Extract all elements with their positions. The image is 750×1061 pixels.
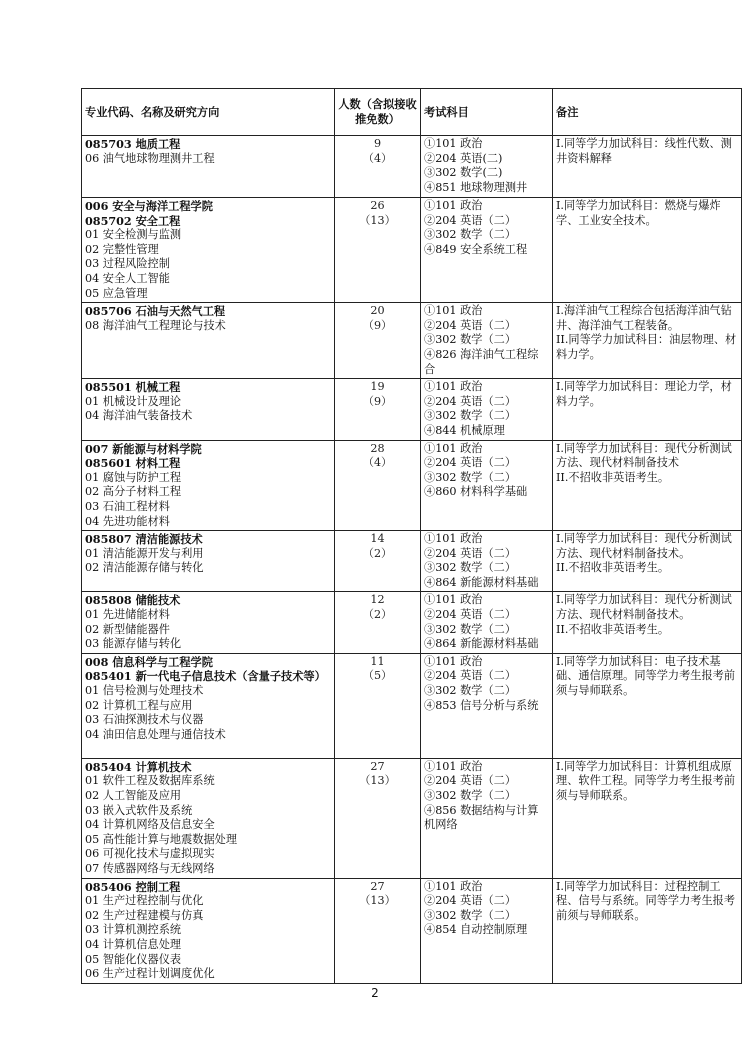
table-row xyxy=(82,303,742,379)
major-cell xyxy=(82,531,335,592)
subjects-cell xyxy=(421,303,553,379)
exam-subject: ③302 数学（二） xyxy=(424,684,517,698)
research-direction: 02 完整性管理 xyxy=(85,242,159,256)
research-direction: 04 计算机信息处理 xyxy=(85,937,182,951)
research-direction: 01 软件工程及数据库系统 xyxy=(85,774,215,788)
major-name: 085808 储能技术 xyxy=(85,593,181,608)
major-cell xyxy=(82,653,335,758)
exam-subject: ④860 材料科学基础 xyxy=(424,485,528,499)
exempt-count: （13） xyxy=(359,774,396,788)
note-text: II.不招收非英语考生。 xyxy=(556,622,670,636)
subjects-cell xyxy=(421,531,553,592)
header-major: 专业代码、名称及研究方向 xyxy=(82,89,335,136)
exempt-count: （4） xyxy=(362,151,393,165)
research-direction: 01 腐蚀与防护工程 xyxy=(85,470,182,484)
table-row xyxy=(82,878,742,983)
exam-subject: ②204 英语（二） xyxy=(424,669,517,683)
count-cell xyxy=(335,653,421,758)
exam-subject: ④826 海洋油气工程综合 xyxy=(424,347,539,376)
major-name: 085601 材料工程 xyxy=(85,456,181,471)
enrollment-count: 9 xyxy=(373,137,382,150)
research-direction: 08 海洋油气工程理论与技术 xyxy=(85,318,226,332)
major-cell xyxy=(82,878,335,983)
enrollment-count: 20 xyxy=(370,304,385,318)
exempt-count: （4） xyxy=(362,456,393,470)
subjects-cell xyxy=(421,653,553,758)
exam-subject: ③302 数学（二） xyxy=(424,908,517,922)
research-direction: 01 清洁能源开发与利用 xyxy=(85,546,204,560)
count-cell xyxy=(335,592,421,653)
count-cell xyxy=(335,440,421,531)
enrollment-count: 19 xyxy=(370,380,385,394)
enrollment-count: 14 xyxy=(370,532,385,546)
exam-subject: ①101 政治 xyxy=(424,532,483,546)
research-direction: 03 能源存储与转化 xyxy=(85,637,182,651)
subjects-cell xyxy=(421,440,553,531)
research-direction: 04 计算机网络及信息安全 xyxy=(85,818,215,832)
exam-subject: ③302 数学（二） xyxy=(424,228,517,242)
note-text: I.海洋油气工程综合包括海洋油气钻井、海洋油气工程装备。 xyxy=(556,304,732,332)
research-direction: 01 信号检测与处理技术 xyxy=(85,684,204,698)
notes-cell xyxy=(553,303,742,379)
exam-subject: ①101 政治 xyxy=(424,199,483,212)
notes-cell xyxy=(553,136,742,198)
notes-cell xyxy=(553,440,742,531)
enrollment-count: 26 xyxy=(370,199,385,212)
exam-subject: ②204 英语（二） xyxy=(424,608,517,622)
note-text: II.不招收非英语考生。 xyxy=(556,470,670,484)
note-text: I.同等学力加试科目：理论力学，材料力学。 xyxy=(556,380,732,408)
research-direction: 03 石油探测技术与仪器 xyxy=(85,713,204,727)
note-text: I.同等学力加试科目：燃烧与爆炸学、工业安全技术。 xyxy=(556,199,721,227)
table-row xyxy=(82,531,742,592)
department-name: 007 新能源与材料学院 xyxy=(85,441,202,456)
page-number: 2 xyxy=(371,986,379,1000)
major-name: 085702 安全工程 xyxy=(85,213,181,228)
research-direction: 06 可视化技术与虚拟现实 xyxy=(85,847,215,861)
subjects-cell xyxy=(421,198,553,303)
research-direction: 07 传感器网络与无线网络 xyxy=(85,862,215,875)
research-direction: 04 油田信息处理与通信技术 xyxy=(85,727,226,741)
notes-cell xyxy=(553,878,742,983)
table-row xyxy=(82,653,742,758)
major-name: 085406 控制工程 xyxy=(85,879,181,894)
exempt-count: （2） xyxy=(362,608,393,622)
exam-subject: ②204 英语（二） xyxy=(424,894,517,908)
notes-cell xyxy=(553,379,742,440)
subjects-cell xyxy=(421,136,553,198)
table-body xyxy=(82,136,742,984)
major-name: 085501 机械工程 xyxy=(85,380,181,395)
major-cell xyxy=(82,136,335,198)
admissions-table xyxy=(81,88,742,984)
research-direction: 06 油气地球物理测井工程 xyxy=(85,151,215,165)
major-name: 085807 清洁能源技术 xyxy=(85,532,203,547)
enrollment-count: 27 xyxy=(370,879,385,893)
subjects-cell xyxy=(421,379,553,440)
header-subjects: 考试科目 xyxy=(421,89,553,136)
exam-subject: ②204 英语（二） xyxy=(424,456,517,470)
exam-subject: ①101 政治 xyxy=(424,137,483,150)
research-direction: 02 清洁能源存储与转化 xyxy=(85,561,204,575)
note-text: I.同等学力加试科目：现代分析测试方法、现代材料制备技术。 xyxy=(556,593,732,622)
research-direction: 01 生产过程控制与优化 xyxy=(85,894,204,908)
table-row xyxy=(82,440,742,531)
exam-subject: ②204 英语（二） xyxy=(424,546,517,560)
note-text: I.同等学力加试科目：过程控制工程、信号与系统。同等学力考生报考前须与导师联系。 xyxy=(556,879,736,922)
research-direction: 02 生产过程建模与仿真 xyxy=(85,908,204,922)
header-count: 人数（含拟接收推免数） xyxy=(335,89,421,136)
count-cell xyxy=(335,303,421,379)
exam-subject: ①101 政治 xyxy=(424,654,483,668)
note-text: II.同等学力加试科目：油层物理、材料力学。 xyxy=(556,333,737,361)
enrollment-count: 28 xyxy=(370,441,385,455)
exam-subject: ④864 新能源材料基础 xyxy=(424,637,539,651)
research-direction: 04 先进功能材料 xyxy=(85,514,170,528)
major-cell xyxy=(82,198,335,303)
research-direction: 05 高性能计算与地震数据处理 xyxy=(85,832,238,846)
research-direction: 02 高分子材料工程 xyxy=(85,485,182,499)
count-cell xyxy=(335,878,421,983)
exam-subject: ③302 数学（二） xyxy=(424,622,517,636)
exam-subject: ②204 英语（二） xyxy=(424,774,517,788)
exam-subject: ①101 政治 xyxy=(424,879,483,893)
exam-subject: ③302 数学（二） xyxy=(424,409,517,423)
research-direction: 03 石油工程材料 xyxy=(85,499,170,513)
major-name: 085404 计算机技术 xyxy=(85,759,192,774)
major-cell xyxy=(82,758,335,878)
research-direction: 03 嵌入式软件及系统 xyxy=(85,803,193,817)
department-name: 006 安全与海洋工程学院 xyxy=(85,199,213,213)
count-cell xyxy=(335,758,421,878)
exempt-count: （2） xyxy=(362,546,393,560)
note-text: I.同等学力加试科目：线性代数、测井资料解释 xyxy=(556,137,732,165)
major-name: 085401 新一代电子信息技术（含量子技术等） xyxy=(85,669,326,684)
research-direction: 01 先进储能材料 xyxy=(85,608,170,622)
note-text: II.不招收非英语考生。 xyxy=(556,561,670,575)
research-direction: 03 过程风险控制 xyxy=(85,257,170,271)
major-cell xyxy=(82,440,335,531)
exam-subject: ③302 数学（二） xyxy=(424,789,517,803)
table-header-row xyxy=(82,89,742,136)
enrollment-count: 27 xyxy=(370,759,385,773)
notes-cell xyxy=(553,531,742,592)
count-cell xyxy=(335,136,421,198)
note-text: I.同等学力加试科目：现代分析测试方法、现代材料制备技术 xyxy=(556,441,732,470)
exam-subject: ③302 数学（二） xyxy=(424,561,517,575)
table-row xyxy=(82,136,742,198)
exam-subject: ④851 地球物理测井 xyxy=(424,180,528,194)
exam-subject: ①101 政治 xyxy=(424,759,483,773)
exam-subject: ②204 英语（二） xyxy=(424,318,517,332)
enrollment-count: 12 xyxy=(370,593,385,607)
notes-cell xyxy=(553,592,742,653)
research-direction: 06 生产过程计划调度优化 xyxy=(85,967,215,981)
research-direction: 02 人工智能及应用 xyxy=(85,789,182,803)
exempt-count: （13） xyxy=(359,894,396,908)
subjects-cell xyxy=(421,878,553,983)
note-text: I.同等学力加试科目：现代分析测试方法、现代材料制备技术。 xyxy=(556,532,732,560)
exam-subject: ③302 数学（二） xyxy=(424,470,517,484)
exam-subject: ①101 政治 xyxy=(424,441,483,455)
note-text: I.同等学力加试科目：计算机组成原理、软件工程。同等学力考生报考前须与导师联系。 xyxy=(556,759,736,803)
enrollment-count: 11 xyxy=(370,654,385,668)
exam-subject: ②204 英语（二） xyxy=(424,394,517,408)
research-direction: 04 海洋油气装备技术 xyxy=(85,409,193,423)
exam-subject: ④844 机械原理 xyxy=(424,423,505,437)
major-cell xyxy=(82,379,335,440)
subjects-cell xyxy=(421,592,553,653)
count-cell xyxy=(335,531,421,592)
major-cell xyxy=(82,592,335,653)
major-name: 085706 石油与天然气工程 xyxy=(85,304,226,319)
major-cell xyxy=(82,303,335,379)
exempt-count: （13） xyxy=(359,213,396,227)
exam-subject: ①101 政治 xyxy=(424,593,483,607)
notes-cell xyxy=(553,198,742,303)
research-direction: 04 安全人工智能 xyxy=(85,271,170,285)
department-name: 008 信息科学与工程学院 xyxy=(85,654,213,669)
exam-subject: ③302 数学（二） xyxy=(424,333,517,347)
research-direction: 01 安全检测与监测 xyxy=(85,228,182,242)
exam-subject: ②204 英语（二） xyxy=(424,213,517,227)
exam-subject: ④849 安全系统工程 xyxy=(424,242,528,256)
research-direction: 02 新型储能器件 xyxy=(85,622,170,636)
exam-subject: ④856 数据结构与计算机网络 xyxy=(424,803,539,832)
research-direction: 05 应急管理 xyxy=(85,286,148,300)
major-name: 085703 地质工程 xyxy=(85,137,181,151)
table-row xyxy=(82,758,742,878)
table-row xyxy=(82,592,742,653)
subjects-cell xyxy=(421,758,553,878)
research-direction: 05 智能化仪器仪表 xyxy=(85,952,182,966)
header-notes: 备注 xyxy=(553,89,742,136)
note-text: I.同等学力加试科目：电子技术基础、通信原理。同等学力考生报考前须与导师联系。 xyxy=(556,654,736,698)
table-row xyxy=(82,379,742,440)
exam-subject: ②204 英语(二) xyxy=(424,151,503,165)
exam-subject: ③302 数学(二) xyxy=(424,166,503,180)
count-cell xyxy=(335,198,421,303)
exam-subject: ①101 政治 xyxy=(424,380,483,394)
exam-subject: ④854 自动控制原理 xyxy=(424,923,528,937)
exam-subject: ④864 新能源材料基础 xyxy=(424,575,539,589)
research-direction: 01 机械设计及理论 xyxy=(85,394,182,408)
count-cell xyxy=(335,379,421,440)
exempt-count: （5） xyxy=(362,669,393,683)
exempt-count: （9） xyxy=(362,318,393,332)
exam-subject: ④853 信号分析与系统 xyxy=(424,698,539,712)
research-direction: 02 计算机工程与应用 xyxy=(85,698,193,712)
exam-subject: ①101 政治 xyxy=(424,304,483,318)
notes-cell xyxy=(553,653,742,758)
notes-cell xyxy=(553,758,742,878)
table-row xyxy=(82,198,742,303)
exempt-count: （9） xyxy=(362,394,393,408)
research-direction: 03 计算机测控系统 xyxy=(85,923,182,937)
